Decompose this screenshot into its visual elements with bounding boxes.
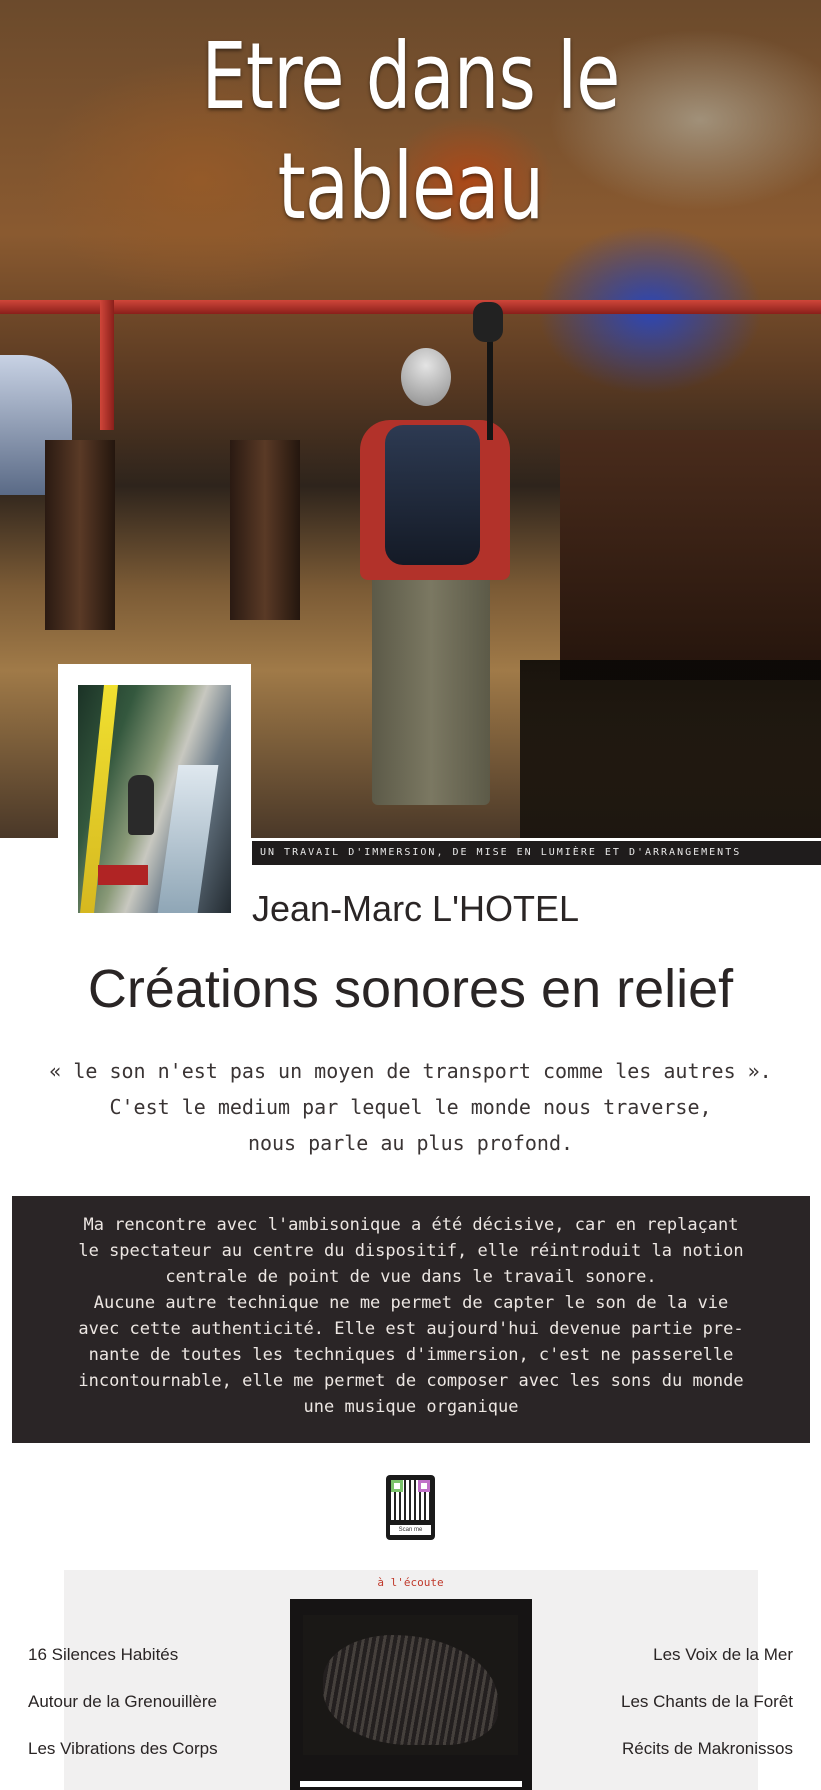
- player-artwork[interactable]: [303, 1615, 518, 1755]
- hero-pillar: [45, 440, 115, 630]
- link-16-silences-habites[interactable]: 16 Silences Habités: [28, 1645, 179, 1664]
- quote-line: nous parle au plus profond.: [247, 1131, 574, 1155]
- link-les-vibrations-des-corps[interactable]: Les Vibrations des Corps: [28, 1739, 218, 1758]
- qr-code-icon[interactable]: [391, 1480, 430, 1520]
- hero-title: Etre dans le tableau: [201, 23, 620, 240]
- link-les-voix-de-la-mer[interactable]: Les Voix de la Mer: [653, 1645, 793, 1664]
- statement-line: une musique organique: [303, 1397, 519, 1417]
- statement-text: [12, 1212, 810, 1420]
- photo-figure: [128, 775, 154, 835]
- hero-pipe-vertical: [100, 300, 114, 430]
- listening-heading: à l'écoute: [377, 1576, 444, 1589]
- quote-line: « le son n'est pas un moyen de transport comme les autres ».: [49, 1059, 772, 1083]
- hero-backpack: [385, 425, 480, 565]
- statement-line: centrale de point de vue dans le travail sonore.: [165, 1267, 657, 1287]
- quote-block: [0, 1053, 821, 1161]
- hero-structure: [560, 430, 821, 680]
- statement-line: nante de toutes les techniques d'immersion, c'est ne passerelle: [88, 1345, 734, 1365]
- link-autour-de-la-grenouillere[interactable]: Autour de la Grenouillère: [28, 1692, 218, 1711]
- quote-line: C'est le medium par lequel le monde nous traverse,: [109, 1095, 712, 1119]
- hero-shadow: [520, 660, 821, 838]
- photo-water: [158, 765, 219, 913]
- link-les-chants-de-la-foret[interactable]: Les Chants de la Forêt: [621, 1692, 793, 1711]
- microphone-icon: [473, 302, 503, 342]
- statement-line: le spectateur au centre du dispositif, elle réintroduit la notion: [78, 1241, 744, 1261]
- statement-line: Ma rencontre avec l'ambisonique a été décisive, car en replaçant: [83, 1215, 739, 1235]
- statement-line: Aucune autre technique ne me permet de capter le son de la vie: [93, 1293, 729, 1313]
- statement-line: avec cette authenticité. Elle est aujourd'hui devenue partie pre-: [78, 1319, 744, 1339]
- page-heading: Créations sonores en relief: [87, 959, 734, 1019]
- qr-label: Scan me: [390, 1525, 431, 1535]
- artwork-wing: [323, 1635, 498, 1745]
- hero-person-head: [401, 348, 451, 406]
- hero-caption: UN TRAVAIL D'IMMERSION, DE MISE EN LUMIÈRE ET D'ARRANGEMENTS: [252, 841, 821, 865]
- author-name: Jean-Marc L'HOTEL: [252, 888, 579, 929]
- hero-person-legs: [372, 575, 490, 805]
- framed-photo[interactable]: [78, 685, 231, 913]
- hero-pipe: [0, 300, 821, 314]
- player-progress-bar[interactable]: [300, 1781, 522, 1787]
- hero-pillar: [230, 440, 300, 620]
- link-recits-de-makronissos[interactable]: Récits de Makronissos: [621, 1739, 793, 1758]
- photo-detail: [98, 865, 148, 885]
- statement-line: incontournable, elle me permet de composer avec les sons du monde: [78, 1371, 744, 1391]
